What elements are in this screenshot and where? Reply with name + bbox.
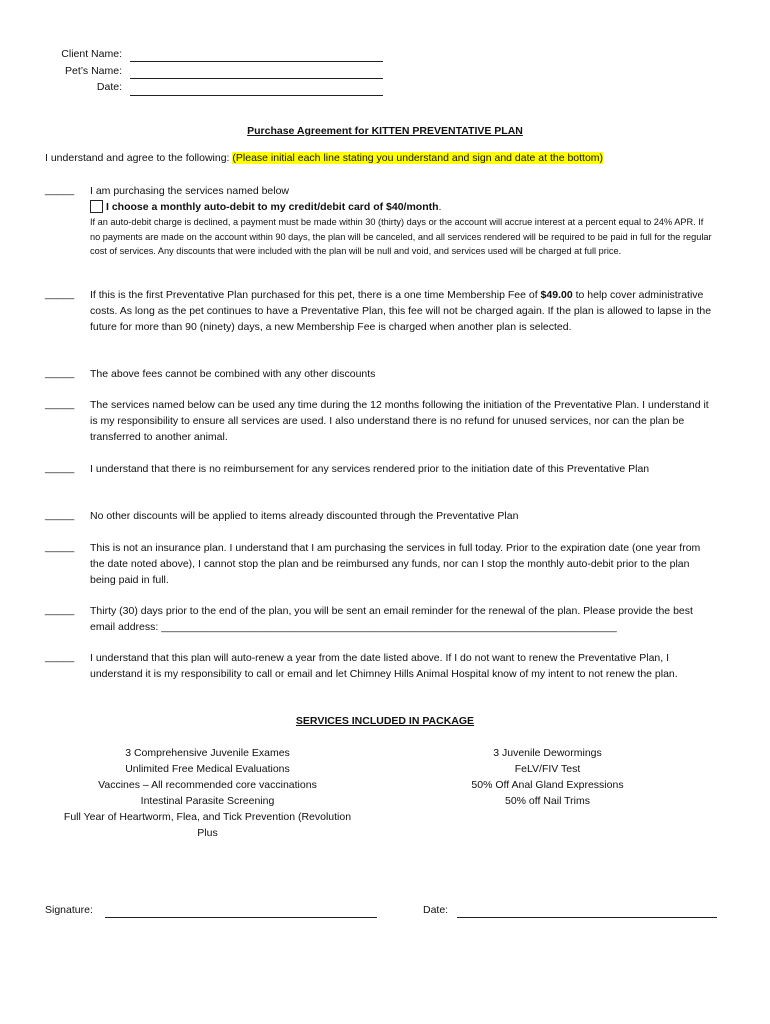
- page-title: Purchase Agreement for KITTEN PREVENTATIVE PLAN: [247, 125, 523, 137]
- initial-blank[interactable]: _____: [45, 541, 75, 553]
- service-item: 3 Juvenile Dewormings: [493, 747, 602, 759]
- footer-date-field[interactable]: [457, 917, 717, 918]
- services-left-column: [45, 745, 370, 841]
- agreement-item: I understand that there is no reimbursement for any services rendered prior to the initiation date of this Preventative Plan: [90, 463, 650, 475]
- autodebit-option: [90, 199, 712, 215]
- initial-blank[interactable]: _____: [45, 367, 75, 379]
- agreement-item: The services named below can be used any time during the 12 months following the initiation of the Preventative Plan. I understand it is my responsibility to ensure all services are used. I also understand there is no refund for unused services, nor can the plan be transferred to another animal.: [90, 399, 709, 443]
- intro-highlight: (Please initial each line stating you understand and sign and date at the bottom): [232, 152, 604, 164]
- footer-date-label: Date:: [423, 904, 449, 916]
- service-item: Unlimited Free Medical Evaluations: [125, 763, 290, 775]
- agreement-item: The above fees cannot be combined with any other discounts: [90, 368, 376, 380]
- service-item: Vaccines – All recommended core vaccinations: [98, 779, 317, 791]
- item-text: If this is the first Preventative Plan purchased for this pet, there is a one time Membership Fee of: [90, 289, 541, 301]
- client-name-field[interactable]: [130, 61, 383, 62]
- initial-blank[interactable]: _____: [45, 604, 75, 616]
- initial-blank[interactable]: _____: [45, 288, 75, 300]
- autodebit-checkbox[interactable]: [90, 200, 103, 213]
- agreement-item: This is not an insurance plan. I understand that I am purchasing the services in full today. Prior to the expiration date (one year from the date noted above), I cannot stop the plan and be reimbursed any funds, nor can I stop the monthly auto-debit prior to the plan being paid in full.: [90, 542, 701, 586]
- initial-blank[interactable]: _____: [45, 651, 75, 663]
- pet-name-field[interactable]: [130, 78, 383, 79]
- item-line: I am purchasing the services named below: [90, 185, 290, 197]
- client-name-label: Client Name:: [61, 48, 122, 60]
- initial-blank[interactable]: _____: [45, 509, 75, 521]
- service-item: Intestinal Parasite Screening: [140, 795, 275, 807]
- service-item: 50% Off Anal Gland Expressions: [471, 779, 624, 791]
- service-item: Full Year of Heartworm, Flea, and Tick Prevention (Revolution Plus: [63, 811, 352, 839]
- initial-blank[interactable]: _____: [45, 398, 75, 410]
- autodebit-terms: If an auto-debit charge is declined, a payment must be made within 30 (thirty) days or the account will accrue interest at a percent equal to 24% APR. If no payments are made on the account within 90 days, the plan will be canceled, and all services rendered will be required to be paid in full for the regular cost of services. Any discounts that were included with the plan will be null and void, and services used will be charged at full price.: [90, 217, 712, 256]
- service-item: 50% off Nail Trims: [505, 795, 590, 807]
- autodebit-period: .: [438, 201, 442, 213]
- agreement-item: I understand that this plan will auto-renew a year from the date listed above. If I do not want to renew the Preventative Plan, I understand it is my responsibility to call or email and let Chimney Hills Animal Hospital know of my intent to not renew the plan.: [90, 652, 678, 680]
- date-field[interactable]: [130, 95, 383, 96]
- service-item: FeLV/FIV Test: [514, 763, 581, 775]
- services-title: SERVICES INCLUDED IN PACKAGE: [295, 715, 475, 727]
- initial-blank[interactable]: _____: [45, 462, 75, 474]
- initial-blank[interactable]: _____: [45, 184, 75, 196]
- date-label: Date:: [96, 81, 122, 93]
- signature-label: Signature:: [45, 904, 93, 916]
- agreement-item: [90, 287, 712, 335]
- item-text: to help cover administrative costs. As long as the pet continues to have a Preventative Plan, this fee will not be charged again. If the plan is allowed to lapse in the future for more than 90 (ninety) days, a new Membership Fee is charged when another plan is selected.: [90, 289, 712, 333]
- intro-line: [45, 152, 745, 164]
- agreement-item: [90, 183, 712, 259]
- service-item: 3 Comprehensive Juvenile Exames: [125, 747, 290, 759]
- agreement-item-email: Thirty (30) days prior to the end of the plan, you will be sent an email reminder for the renewal of the plan. Please provide the best email address: ______________________________________________________________________________: [90, 605, 693, 633]
- pet-name-label: Pet’s Name:: [65, 65, 122, 77]
- signature-field[interactable]: [105, 917, 377, 918]
- membership-fee: $49.00: [540, 289, 573, 301]
- intro-text: I understand and agree to the following:: [45, 152, 230, 164]
- autodebit-text: I choose a monthly auto-debit to my credit/debit card of $40/month: [106, 201, 439, 213]
- services-right-column: [400, 745, 695, 809]
- agreement-item: No other discounts will be applied to items already discounted through the Preventative Plan: [90, 510, 519, 522]
